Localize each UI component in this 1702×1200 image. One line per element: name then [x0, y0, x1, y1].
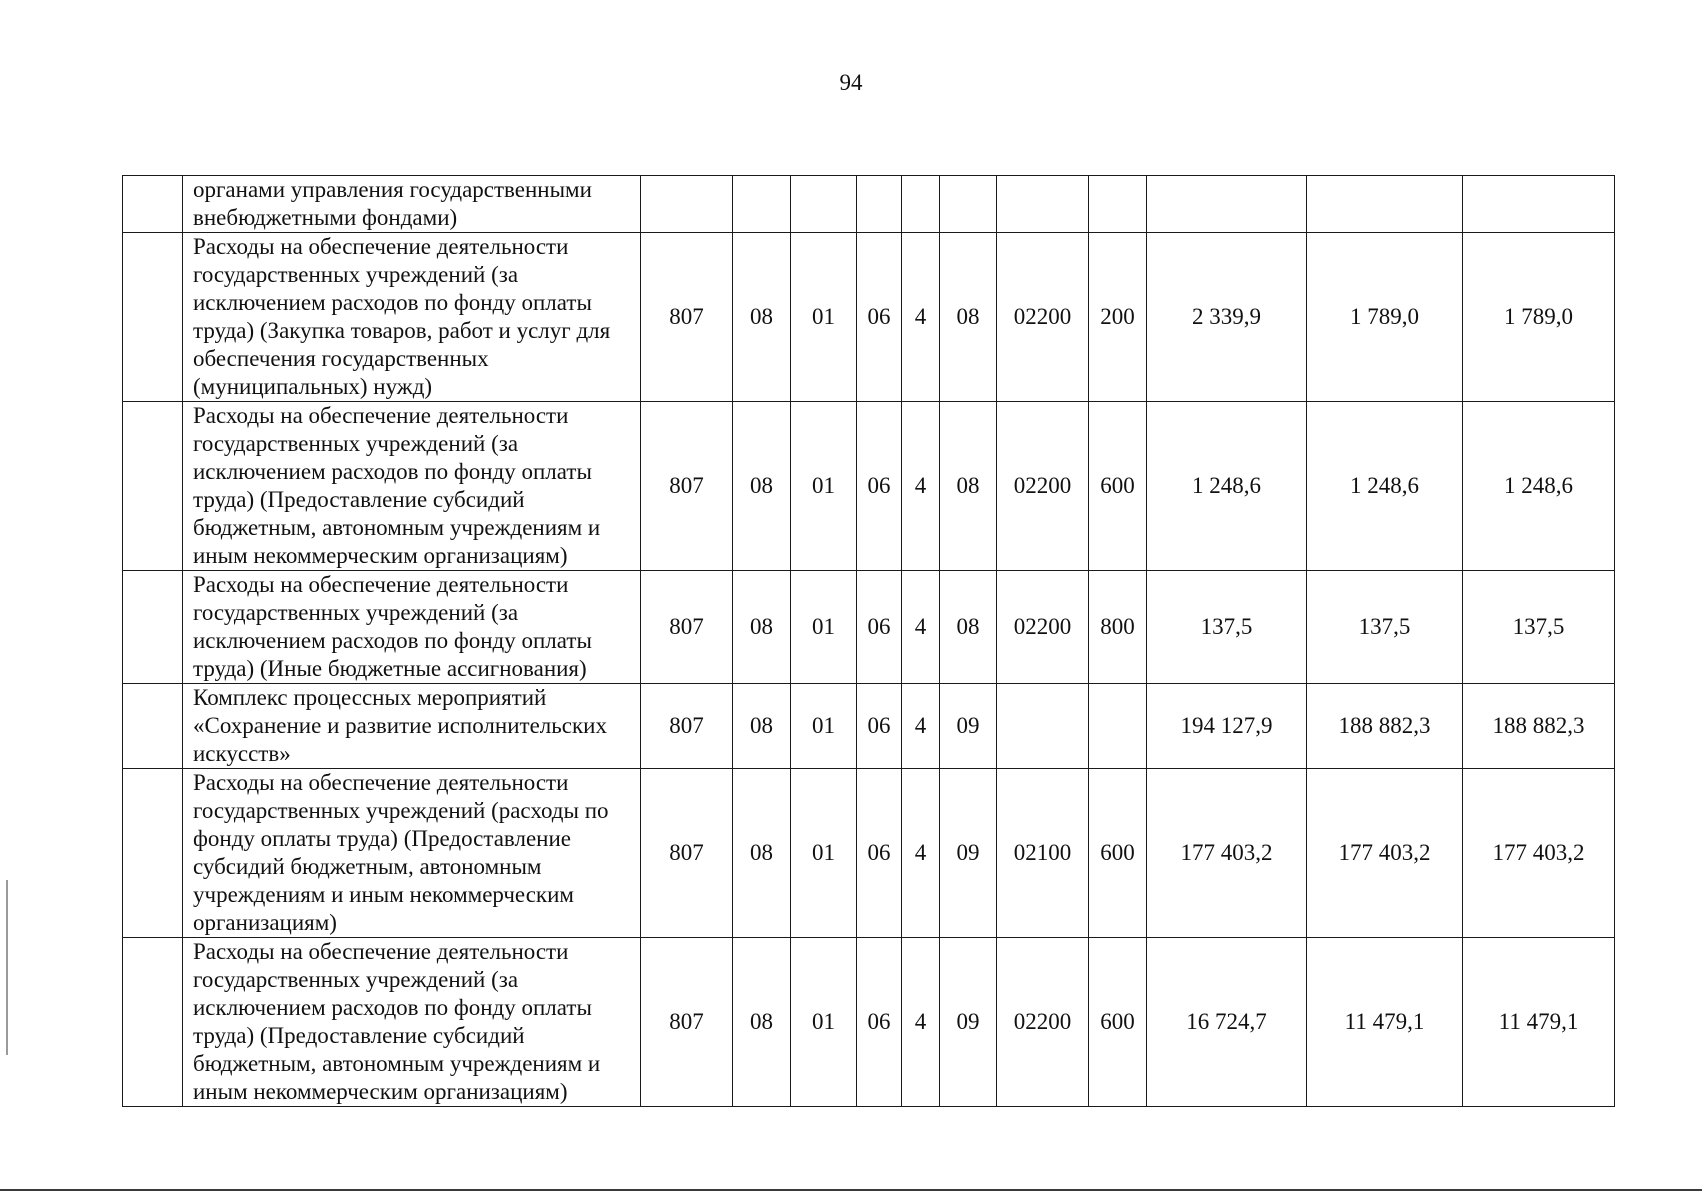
amount-year-2-cell: 11 479,1: [1307, 938, 1463, 1107]
section-code-cell: 08: [733, 402, 791, 571]
direction-code-cell: 02200: [997, 938, 1089, 1107]
subsection-code-cell: 01: [791, 571, 857, 684]
amount-year-1-cell: 2 339,9: [1147, 233, 1307, 402]
expense-type-cell: 800: [1089, 571, 1147, 684]
subsection-code-cell: 01: [791, 684, 857, 769]
row-number-cell: [123, 769, 183, 938]
amount-year-3-cell: 1 248,6: [1463, 402, 1615, 571]
scan-bottom-line: [0, 1189, 1702, 1191]
table-row: [123, 769, 1615, 938]
ministry-code-cell: [641, 176, 733, 233]
ministry-code-cell: 807: [641, 402, 733, 571]
ministry-code-cell: 807: [641, 233, 733, 402]
direction-code-cell: 02200: [997, 571, 1089, 684]
expense-type-cell: 600: [1089, 769, 1147, 938]
table-row: [123, 402, 1615, 571]
section-code-cell: 08: [733, 571, 791, 684]
program-type-cell: 4: [902, 684, 940, 769]
amount-year-2-cell: 188 882,3: [1307, 684, 1463, 769]
description-cell: Расходы на обеспечение деятельности государственных учреждений (за исключением расходов по фонду оплаты труда) (Предоставление субсидий бюджетным, автономным учреждениям и иным некоммерческим организациям): [183, 402, 641, 571]
row-number-cell: [123, 176, 183, 233]
scan-margin-line: [6, 880, 8, 1055]
table-row: [123, 684, 1615, 769]
amount-year-1-cell: 137,5: [1147, 571, 1307, 684]
expense-type-cell: [1089, 684, 1147, 769]
program-code-cell: 06: [857, 938, 902, 1107]
amount-year-1-cell: 194 127,9: [1147, 684, 1307, 769]
amount-year-2-cell: 1 248,6: [1307, 402, 1463, 571]
row-number-cell: [123, 402, 183, 571]
direction-code-cell: 02100: [997, 769, 1089, 938]
program-type-cell: 4: [902, 402, 940, 571]
row-number-cell: [123, 571, 183, 684]
amount-year-2-cell: 1 789,0: [1307, 233, 1463, 402]
amount-year-2-cell: 137,5: [1307, 571, 1463, 684]
amount-year-1-cell: 1 248,6: [1147, 402, 1307, 571]
amount-year-3-cell: 137,5: [1463, 571, 1615, 684]
description-cell: Расходы на обеспечение деятельности государственных учреждений (за исключением расходов по фонду оплаты труда) (Иные бюджетные ассигнования): [183, 571, 641, 684]
subsection-code-cell: [791, 176, 857, 233]
program-type-cell: 4: [902, 938, 940, 1107]
amount-year-2-cell: [1307, 176, 1463, 233]
structural-element-cell: [940, 176, 997, 233]
row-number-cell: [123, 233, 183, 402]
expense-type-cell: 200: [1089, 233, 1147, 402]
amount-year-1-cell: 177 403,2: [1147, 769, 1307, 938]
subsection-code-cell: 01: [791, 769, 857, 938]
amount-year-3-cell: 11 479,1: [1463, 938, 1615, 1107]
page-number: 94: [839, 70, 863, 95]
ministry-code-cell: 807: [641, 571, 733, 684]
table-row: [123, 571, 1615, 684]
structural-element-cell: 09: [940, 769, 997, 938]
row-number-cell: [123, 938, 183, 1107]
structural-element-cell: 08: [940, 233, 997, 402]
direction-code-cell: 02200: [997, 233, 1089, 402]
program-type-cell: 4: [902, 769, 940, 938]
subsection-code-cell: 01: [791, 402, 857, 571]
amount-year-3-cell: 177 403,2: [1463, 769, 1615, 938]
section-code-cell: 08: [733, 938, 791, 1107]
description-cell: Расходы на обеспечение деятельности государственных учреждений (за исключением расходов по фонду оплаты труда) (Закупка товаров, работ и услуг для обеспечения государственных (муниципальных) нужд): [183, 233, 641, 402]
amount-year-3-cell: 1 789,0: [1463, 233, 1615, 402]
section-code-cell: 08: [733, 769, 791, 938]
program-type-cell: 4: [902, 571, 940, 684]
structural-element-cell: 09: [940, 938, 997, 1107]
ministry-code-cell: 807: [641, 769, 733, 938]
table-row: [123, 233, 1615, 402]
table-row: [123, 938, 1615, 1107]
amount-year-1-cell: 16 724,7: [1147, 938, 1307, 1107]
structural-element-cell: 08: [940, 571, 997, 684]
amount-year-3-cell: [1463, 176, 1615, 233]
subsection-code-cell: 01: [791, 233, 857, 402]
ministry-code-cell: 807: [641, 938, 733, 1107]
description-cell: Расходы на обеспечение деятельности государственных учреждений (за исключением расходов по фонду оплаты труда) (Предоставление субсидий бюджетным, автономным учреждениям и иным некоммерческим организациям): [183, 938, 641, 1107]
amount-year-3-cell: 188 882,3: [1463, 684, 1615, 769]
budget-table: [122, 175, 1615, 1107]
program-code-cell: 06: [857, 402, 902, 571]
program-code-cell: 06: [857, 233, 902, 402]
structural-element-cell: 09: [940, 684, 997, 769]
structural-element-cell: 08: [940, 402, 997, 571]
expense-type-cell: 600: [1089, 938, 1147, 1107]
program-type-cell: [902, 176, 940, 233]
direction-code-cell: [997, 176, 1089, 233]
section-code-cell: [733, 176, 791, 233]
ministry-code-cell: 807: [641, 684, 733, 769]
description-cell: Расходы на обеспечение деятельности государственных учреждений (расходы по фонду оплаты труда) (Предоставление субсидий бюджетным, автономным учреждениям и иным некоммерческим организациям): [183, 769, 641, 938]
program-code-cell: 06: [857, 769, 902, 938]
expense-type-cell: [1089, 176, 1147, 233]
expense-type-cell: 600: [1089, 402, 1147, 571]
program-code-cell: 06: [857, 571, 902, 684]
description-cell: органами управления государственными внебюджетными фондами): [183, 176, 641, 233]
amount-year-2-cell: 177 403,2: [1307, 769, 1463, 938]
program-code-cell: 06: [857, 684, 902, 769]
program-type-cell: 4: [902, 233, 940, 402]
row-number-cell: [123, 684, 183, 769]
section-code-cell: 08: [733, 684, 791, 769]
description-cell: Комплекс процессных мероприятий «Сохранение и развитие исполнительских искусств»: [183, 684, 641, 769]
amount-year-1-cell: [1147, 176, 1307, 233]
table-row: [123, 176, 1615, 233]
section-code-cell: 08: [733, 233, 791, 402]
direction-code-cell: 02200: [997, 402, 1089, 571]
direction-code-cell: [997, 684, 1089, 769]
subsection-code-cell: 01: [791, 938, 857, 1107]
program-code-cell: [857, 176, 902, 233]
